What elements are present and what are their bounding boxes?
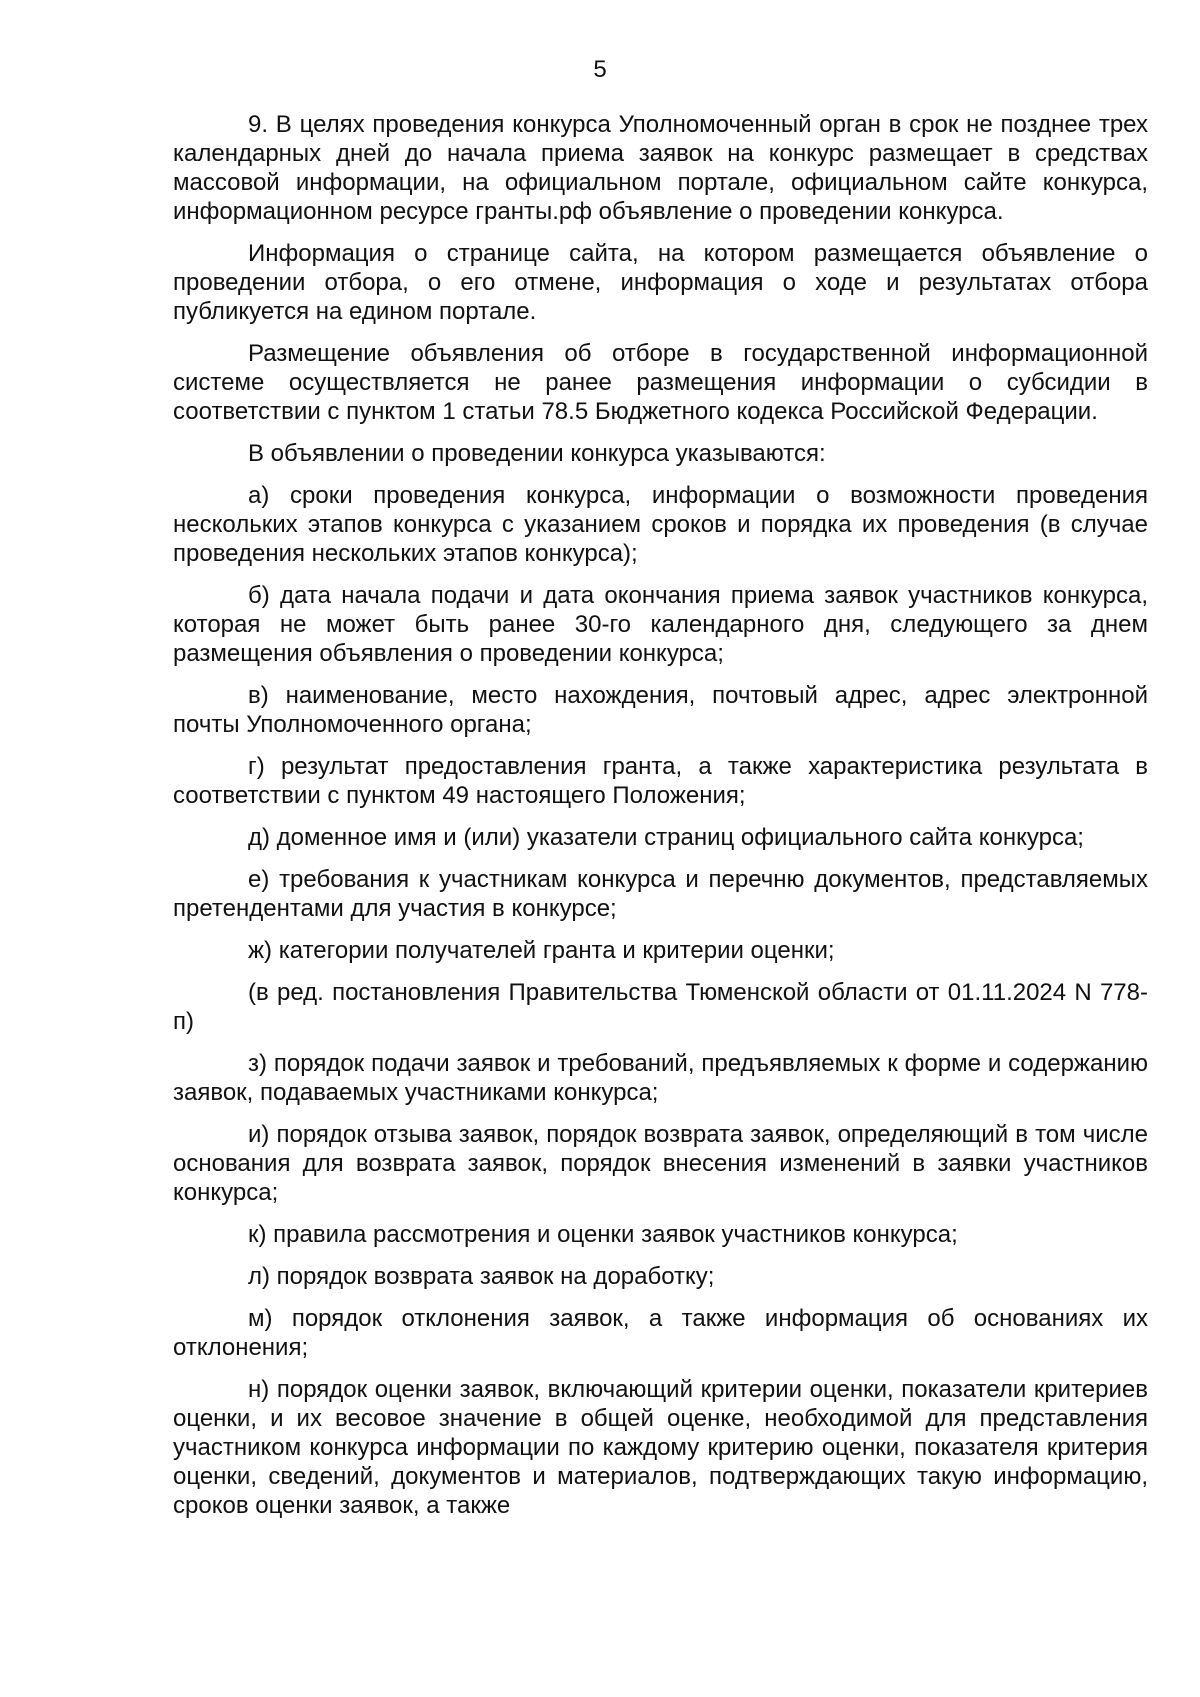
list-item-v: в) наименование, место нахождения, почтовый адрес, адрес электронной почты Уполномоченного органа; [173,682,1148,738]
list-item-g: г) результат предоставления гранта, а также характеристика результата в соответствии с пунктом 49 настоящего Положения; [173,753,1148,809]
list-item-n: н) порядок оценки заявок, включающий критерии оценки, показатели критериев оценки, и их весовое значение в общей оценке, необходимой для представления участником конкурса информации по каждому критерию оценки, показателя критерия оценки, сведений, документов и материалов, подтверждающих такую информацию, сроков оценки заявок, а также [173,1376,1148,1519]
paragraph-announcement-intro: В объявлении о проведении конкурса указываются: [248,440,826,467]
paragraph-item-9: 9. В целях проведения конкурса Уполномоченный орган в срок не позднее трех календарных дней до начала приема заявок на конкурс размещает в средствах массовой информации, на официальном портале, официальном сайте конкурса, информационном ресурсе гранты.рф объявление о проведении конкурса. [173,111,1148,225]
document-body [173,110,1148,1533]
amendment-note: (в ред. постановления Правительства Тюменской области от 01.11.2024 N 778-п) [173,979,1148,1035]
list-item-d: д) доменное имя и (или) указатели страниц официального сайта конкурса; [248,824,1084,851]
list-item-e: е) требования к участникам конкурса и перечню документов, представляемых претендентами для участия в конкурсе; [173,866,1148,922]
list-item-zh: ж) категории получателей гранта и критерии оценки; [248,937,835,964]
paragraph-site-info: Информация о странице сайта, на котором размещается объявление о проведении отбора, о его отмене, информация о ходе и результатах отбора публикуется на едином портале. [173,240,1148,325]
page-number: 5 [593,56,607,83]
list-item-l: л) порядок возврата заявок на доработку; [248,1263,715,1290]
paragraph-gis-placement: Размещение объявления об отборе в государственной информационной системе осуществляется не ранее размещения информации о субсидии в соответствии с пунктом 1 статьи 78.5 Бюджетного кодекса Российской Федерации. [173,340,1148,425]
list-item-i: и) порядок отзыва заявок, порядок возврата заявок, определяющий в том числе основания для возврата заявок, порядок внесения изменений в заявки участников конкурса; [173,1121,1148,1206]
list-item-m: м) порядок отклонения заявок, а также информация об основаниях их отклонения; [173,1305,1148,1361]
list-item-a: а) сроки проведения конкурса, информации о возможности проведения нескольких этапов конкурса с указанием сроков и порядка их проведения (в случае проведения нескольких этапов конкурса); [173,482,1148,567]
list-item-b: б) дата начала подачи и дата окончания приема заявок участников конкурса, которая не может быть ранее 30-го календарного дня, следующего за днем размещения объявления о проведении конкурса; [173,582,1148,667]
list-item-k: к) правила рассмотрения и оценки заявок участников конкурса; [248,1221,958,1248]
list-item-z: з) порядок подачи заявок и требований, предъявляемых к форме и содержанию заявок, подаваемых участниками конкурса; [173,1050,1148,1106]
